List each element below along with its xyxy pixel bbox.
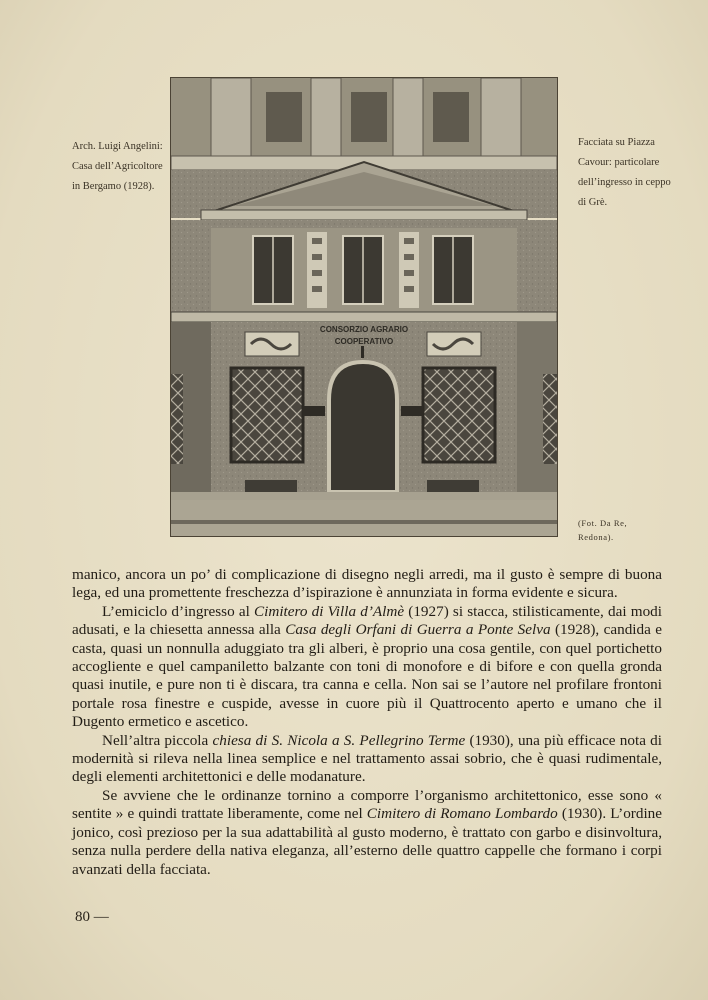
photo-inscription-line1: CONSORZIO AGRARIO — [319, 325, 409, 334]
paragraph: Se avviene che le ordinanze tornino a comporre l’organismo architettonico, esse sono « sentite » e quindi trattate liberamente, come nel Cimitero di Romano Lombardo (1930). L’ordine jonico, così prezioso per la sua adattabilità al gusto moderno, è trattato con garbo e disinvoltura, senza nulla perdere della nativa eleganza, all’esterno delle quattro cappelle che formano i corpi avanzati della facciata. — [72, 786, 663, 878]
photo-credit: (Fot. Da Re, Redona). — [578, 518, 628, 542]
photo-caption-right: Facciata su Piazza Cavour: particolare dell’ingresso in ceppo di Grè. — [578, 137, 671, 208]
paragraph: Nell’altra piccola chiesa di S. Nicola a S. Pellegrino Terme (1930), una più efficace nota di modernità si rileva nella linea semplice e nel trattamento assai sobrio, che è quasi rudimentale, degli elementi architettonici e delle modanature. — [72, 731, 662, 786]
building-photograph — [170, 77, 558, 537]
paragraph: L’emiciclo d’ingresso al Cimitero di Villa d’Almè (1927) si stacca, stilisticamente, dai modi adusati, e la chiesetta annessa alla Casa degli Orfani di Guerra a Ponte Selva (1928), candida e casta, quasi un nonnulla aduggiato tra gli alberi, è proprio una cosa gentile, con quel portichetto accogliente e quel campaniletto balzante con toni di monofore e di bifore e con quella gronda quasi inutile, e pure non ti è discara, tra canna e cella. Non sai se l’autore nel profilare frontoni portale rosa finestre e cuspide, avesse in cuore più il Quattrocento aperto e umano che il Dugento ermetico e ascetico. — [72, 602, 662, 731]
photo-inscription-line2: COOPERATIVO — [334, 337, 394, 346]
body-text — [72, 566, 662, 879]
photo-caption-left: Arch. Luigi Angelini: Casa dell’Agricoltore in Bergamo (1928). — [72, 141, 163, 192]
page-number: 80 — — [75, 909, 109, 925]
paragraph: manico, ancora un po’ di complicazione di disegno negli arredi, ma il gusto è sempre di buona lega, ed una promettente freschezza d’ispirazione è annunziata in forma evidente e sicura. — [72, 566, 662, 602]
